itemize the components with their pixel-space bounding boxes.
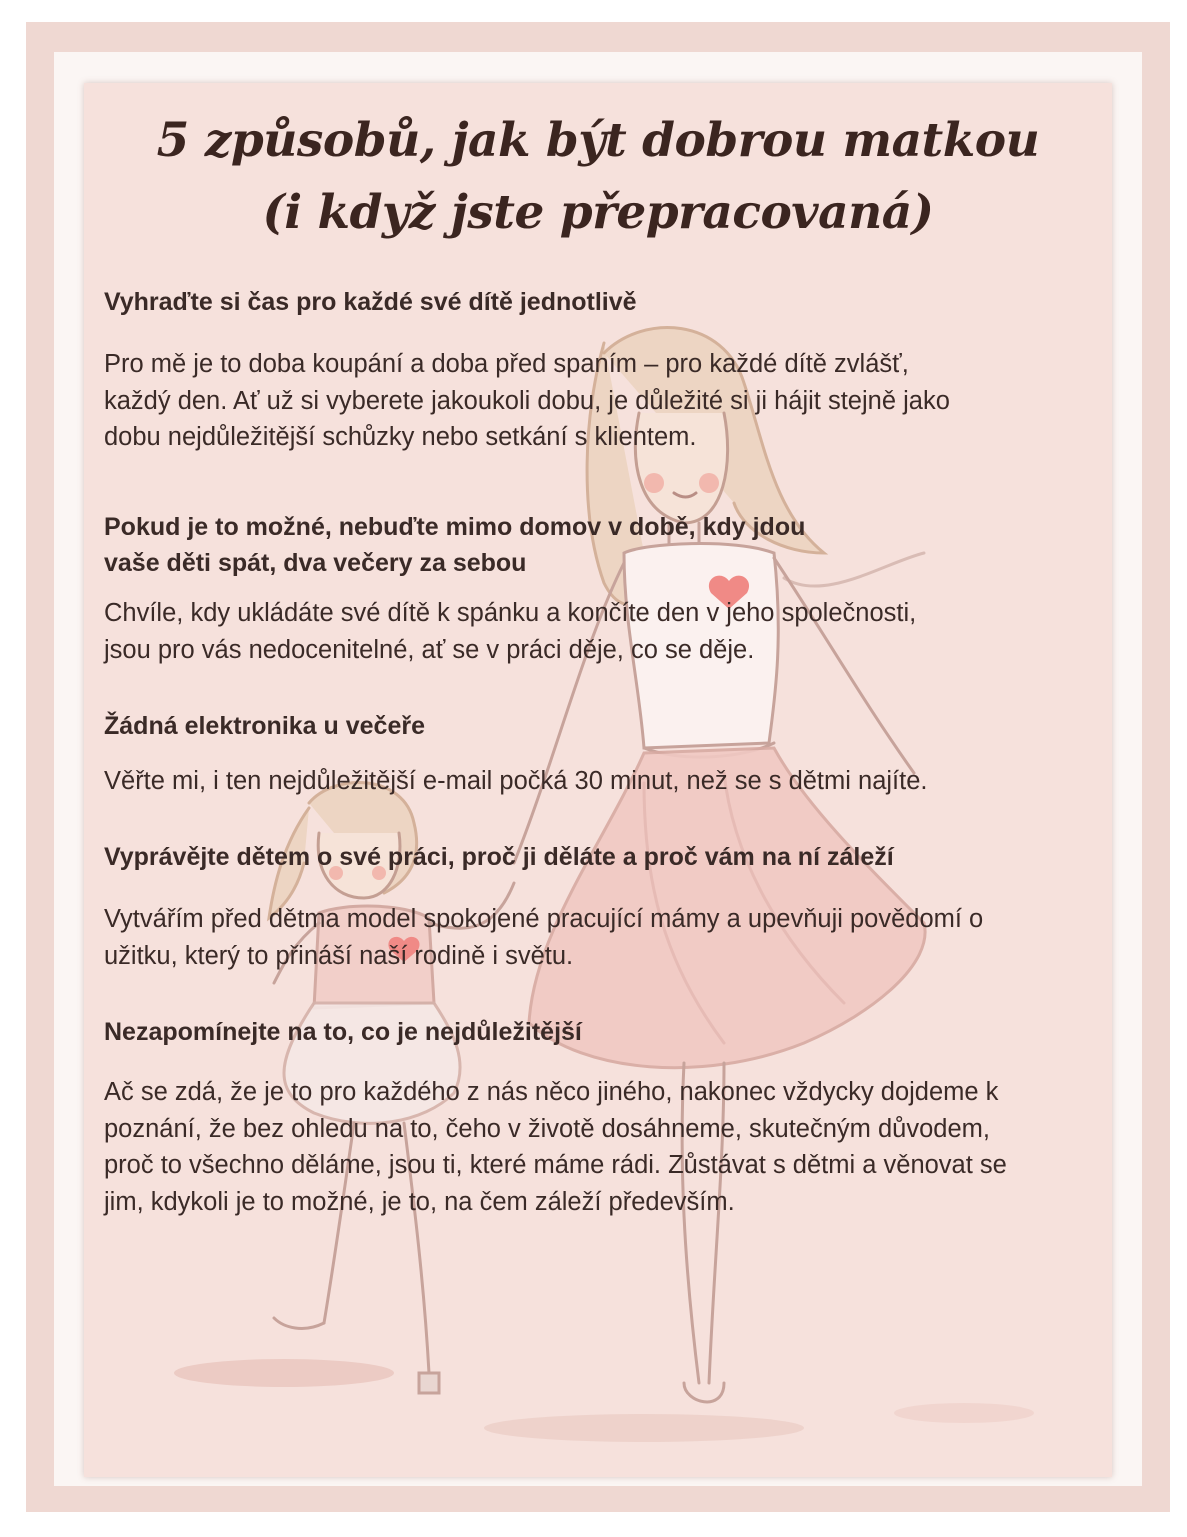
tip-heading-2: Pokud je to možné, nebuďte mimo domov v době, kdy jdou vaše děti spát, dva večery za sebou xyxy=(104,513,806,577)
title-line-2: (i když jste přepracovaná) xyxy=(262,185,934,240)
article xyxy=(84,83,1112,1477)
tip-heading-1: Vyhraďte si čas pro každé své dítě jednotlivě xyxy=(104,288,637,316)
tip-body-3: Věřte mi, i ten nejdůležitější e-mail počká 30 minut, než se s dětmi najíte. xyxy=(104,767,928,795)
title-line-1: 5 způsobů, jak být dobrou matkou xyxy=(156,113,1040,168)
tip-body-5: Ač se zdá, že je to pro každého z nás něco jiného, nakonec vždycky dojdeme k poznání, že bez ohledu na to, čeho v životě dosáhneme, skutečným důvodem, proč to všechno děláme, jsou ti, které máme rádi. Zůstávat s dětmi a věnovat se jim, kdykoli je to možné, je to, na čem záleží především. xyxy=(104,1078,1007,1216)
tip-heading-5: Nezapomínejte na to, co je nejdůležitější xyxy=(104,1018,582,1046)
tip-body-2: Chvíle, kdy ukládáte své dítě k spánku a končíte den v jeho společnosti, jsou pro vás nedocenitelné, ať se v práci děje, co se děje. xyxy=(104,599,917,664)
tip-heading-3: Žádná elektronika u večeře xyxy=(104,712,425,740)
tip-body-4: Vytvářím před dětma model spokojené pracující mámy a upevňuji povědomí o užitku, který to přináší naší rodině i světu. xyxy=(104,905,984,970)
tip-body-1: Pro mě je to doba koupání a doba před spaním – pro každé dítě zvlášť, každý den. Ať už si vyberete jakoukoli dobu, je důležité si ji hájit stejně jako dobu nejdůležitější schůzky nebo setkání s klientem. xyxy=(104,350,950,451)
page-title xyxy=(84,105,1112,249)
content-panel xyxy=(84,83,1112,1477)
tip-heading-4: Vyprávějte dětem o své práci, proč ji děláte a proč vám na ní záleží xyxy=(104,843,894,871)
